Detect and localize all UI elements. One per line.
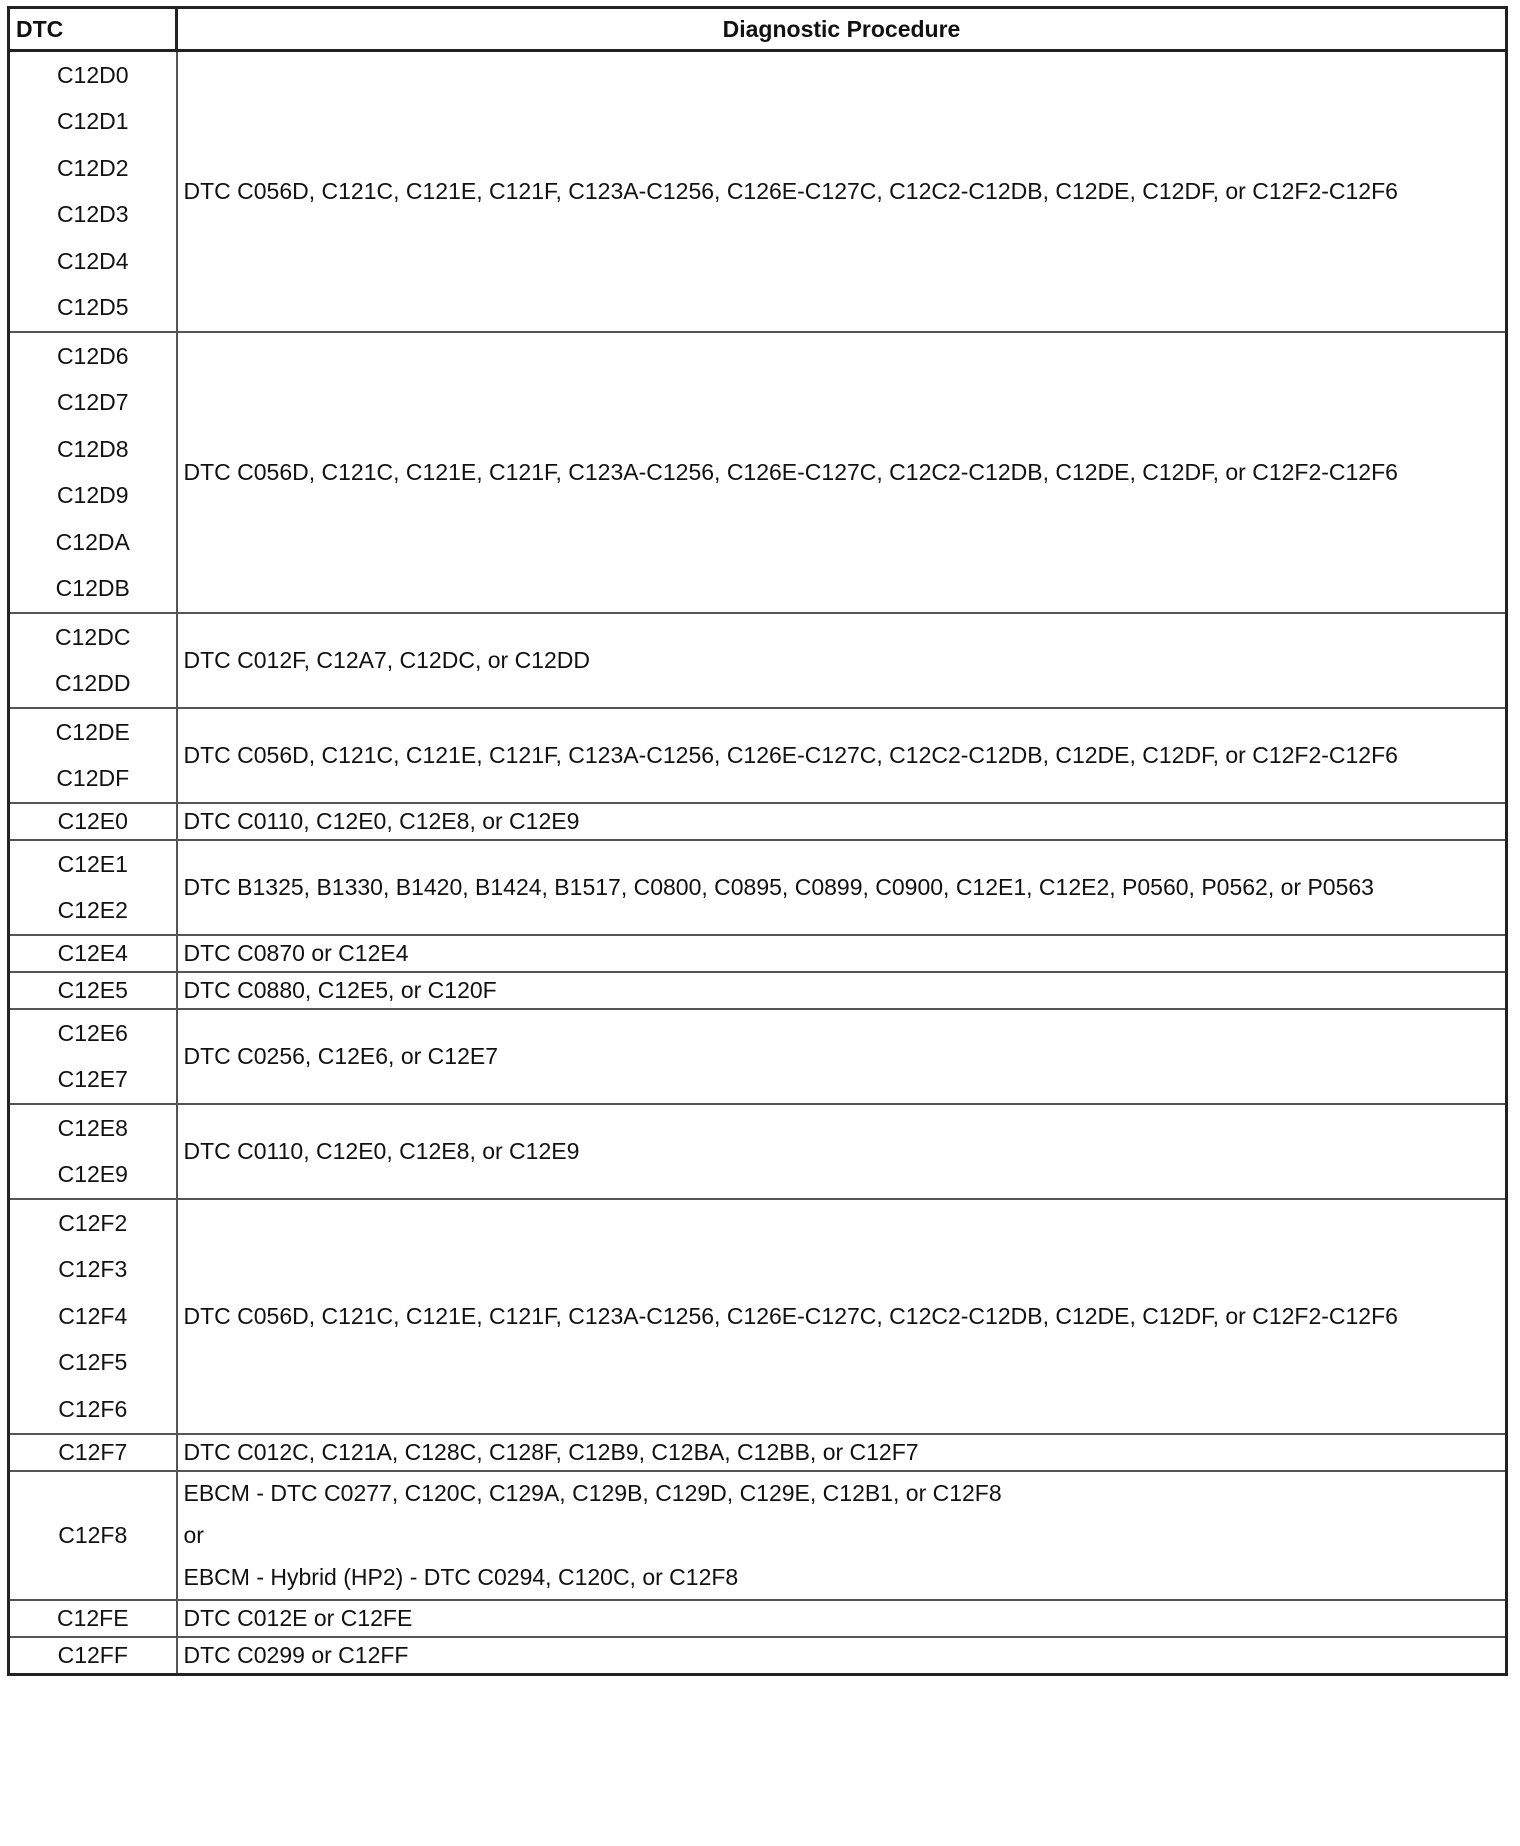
procedure-text: DTC C056D, C121C, C121E, C121F, C123A-C1256, C126E-C127C, C12C2-C12DB, C12DE, C12DF, or C12F2-C12F6 (183, 742, 1398, 768)
dtc-cell (9, 1637, 177, 1675)
dtc-code: C12D4 (56, 247, 129, 274)
procedure-text: DTC C0256, C12E6, or C12E7 (183, 1043, 498, 1069)
procedure-text: or (183, 1522, 204, 1548)
dtc-code: C12E0 (57, 808, 128, 834)
dtc-cell (9, 935, 177, 972)
dtc-cell (9, 840, 177, 935)
dtc-code: C12F2 (58, 1209, 128, 1236)
dtc-code: C12F4 (58, 1302, 128, 1329)
diagnostic-procedure-cell (177, 1471, 1507, 1600)
dtc-cell (9, 1434, 177, 1471)
dtc-code: C12D2 (56, 154, 129, 181)
procedure-text: DTC C0880, C12E5, or C120F (183, 977, 497, 1003)
diagnostic-procedure-cell (177, 803, 1507, 840)
procedure-text: DTC C056D, C121C, C121E, C121F, C123A-C1256, C126E-C127C, C12C2-C12DB, C12DE, C12DF, or C12F2-C12F6 (183, 1302, 1398, 1329)
table-row (9, 1009, 1507, 1104)
dtc-code: C12FF (57, 1641, 128, 1668)
dtc-code: C12F7 (58, 1438, 128, 1465)
dtc-code: C12D6 (56, 342, 129, 369)
diagnostic-procedure-cell (177, 1104, 1507, 1199)
header-dtc: DTC (9, 8, 177, 51)
diagnostic-procedure-cell (177, 840, 1507, 935)
diagnostic-procedure-cell (177, 1199, 1507, 1434)
diagnostic-procedure-cell (177, 1637, 1507, 1675)
dtc-code: C12E8 (57, 1114, 128, 1141)
dtc-cell (9, 1009, 177, 1104)
dtc-cell (9, 1104, 177, 1199)
procedure-text: DTC C056D, C121C, C121E, C121F, C123A-C1256, C126E-C127C, C12C2-C12DB, C12DE, C12DF, or C12F2-C12F6 (183, 459, 1398, 485)
dtc-code: C12D5 (56, 294, 129, 321)
dtc-code: C12DD (55, 670, 131, 697)
table-row (9, 332, 1507, 613)
dtc-cell (9, 1199, 177, 1434)
procedure-text: EBCM - DTC C0277, C120C, C129A, C129B, C129D, C129E, C12B1, or C12F8 (183, 1480, 1002, 1506)
dtc-table (7, 6, 1508, 1676)
table-row (9, 840, 1507, 935)
table-row (9, 935, 1507, 972)
procedure-text: EBCM - Hybrid (HP2) - DTC C0294, C120C, or C12F8 (183, 1564, 739, 1590)
procedure-text: DTC C0299 or C12FF (183, 1641, 409, 1668)
dtc-code: C12E5 (57, 977, 128, 1003)
table-row (9, 1199, 1507, 1434)
procedure-text: DTC C012E or C12FE (183, 1604, 413, 1631)
dtc-code: C12D0 (56, 61, 129, 88)
dtc-code: C12D9 (56, 482, 129, 509)
dtc-cell (9, 613, 177, 708)
dtc-cell (9, 51, 177, 333)
dtc-code: C12D8 (56, 435, 129, 462)
diagnostic-procedure-cell (177, 1009, 1507, 1104)
dtc-code: C12E4 (57, 940, 128, 966)
diagnostic-procedure-cell (177, 332, 1507, 613)
table-header-row (9, 8, 1507, 51)
dtc-code: C12F8 (58, 1521, 128, 1548)
table-body (9, 51, 1507, 1675)
procedure-text: DTC B1325, B1330, B1420, B1424, B1517, C0800, C0895, C0899, C0900, C12E1, C12E2, P0560, P0562, or P0563 (183, 874, 1374, 900)
dtc-code: C12D1 (56, 108, 129, 135)
header-diagnostic-procedure: Diagnostic Procedure (177, 8, 1507, 51)
diagnostic-procedure-cell (177, 1434, 1507, 1471)
table-row (9, 708, 1507, 803)
dtc-code: C12E6 (57, 1019, 128, 1046)
dtc-cell (9, 972, 177, 1009)
dtc-code: C12DC (55, 623, 131, 650)
table-row (9, 1600, 1507, 1637)
procedure-text: DTC C0110, C12E0, C12E8, or C12E9 (183, 1138, 580, 1164)
dtc-cell (9, 1600, 177, 1637)
dtc-cell (9, 708, 177, 803)
dtc-code: C12DA (55, 528, 130, 555)
table-row (9, 1637, 1507, 1675)
table-row (9, 972, 1507, 1009)
dtc-code: C12D3 (56, 201, 129, 228)
procedure-text: DTC C012C, C121A, C128C, C128F, C12B9, C12BA, C12BB, or C12F7 (183, 1438, 919, 1465)
diagnostic-procedure-cell (177, 1600, 1507, 1637)
dtc-cell (9, 332, 177, 613)
dtc-code: C12DE (55, 718, 130, 745)
dtc-code: C12FE (56, 1604, 129, 1631)
dtc-cell (9, 803, 177, 840)
table-row (9, 1471, 1507, 1600)
dtc-code: C12DB (55, 575, 130, 602)
procedure-text: DTC C012F, C12A7, C12DC, or C12DD (183, 647, 590, 673)
dtc-code: C12E2 (57, 897, 128, 924)
table-row (9, 51, 1507, 333)
table-row (9, 1434, 1507, 1471)
table-row (9, 803, 1507, 840)
table-row (9, 613, 1507, 708)
procedure-text: DTC C0110, C12E0, C12E8, or C12E9 (183, 808, 580, 834)
procedure-text: DTC C056D, C121C, C121E, C121F, C123A-C1256, C126E-C127C, C12C2-C12DB, C12DE, C12DF, or C12F2-C12F6 (183, 178, 1398, 204)
procedure-text: DTC C0870 or C12E4 (183, 940, 409, 966)
diagnostic-procedure-cell (177, 708, 1507, 803)
diagnostic-procedure-cell (177, 972, 1507, 1009)
dtc-code: C12D7 (56, 389, 129, 416)
dtc-code: C12E7 (57, 1066, 128, 1093)
dtc-code: C12DF (56, 765, 130, 792)
dtc-code: C12E1 (57, 850, 128, 877)
table-row (9, 1104, 1507, 1199)
dtc-code: C12F3 (58, 1256, 128, 1283)
diagnostic-procedure-cell (177, 613, 1507, 708)
diagnostic-procedure-cell (177, 51, 1507, 333)
diagnostic-procedure-cell (177, 935, 1507, 972)
dtc-code: C12F5 (58, 1349, 128, 1376)
dtc-cell (9, 1471, 177, 1600)
dtc-code: C12F6 (58, 1395, 128, 1422)
dtc-code: C12E9 (57, 1161, 128, 1188)
